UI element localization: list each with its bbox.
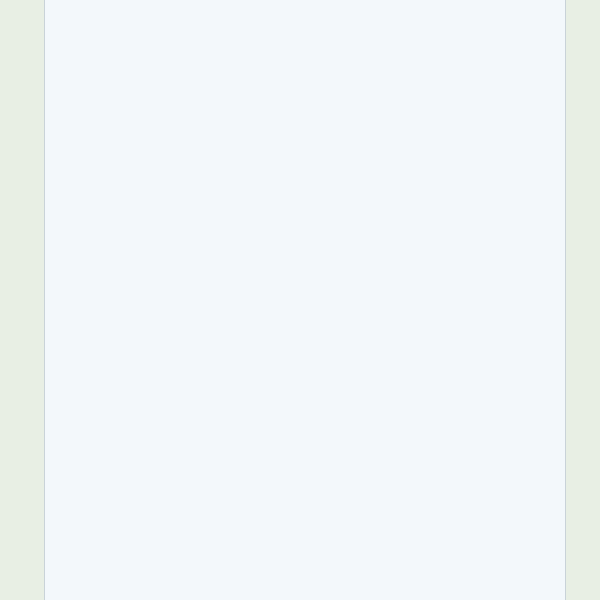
connector-lines — [45, 0, 565, 600]
family-tree-sheet — [44, 0, 566, 600]
